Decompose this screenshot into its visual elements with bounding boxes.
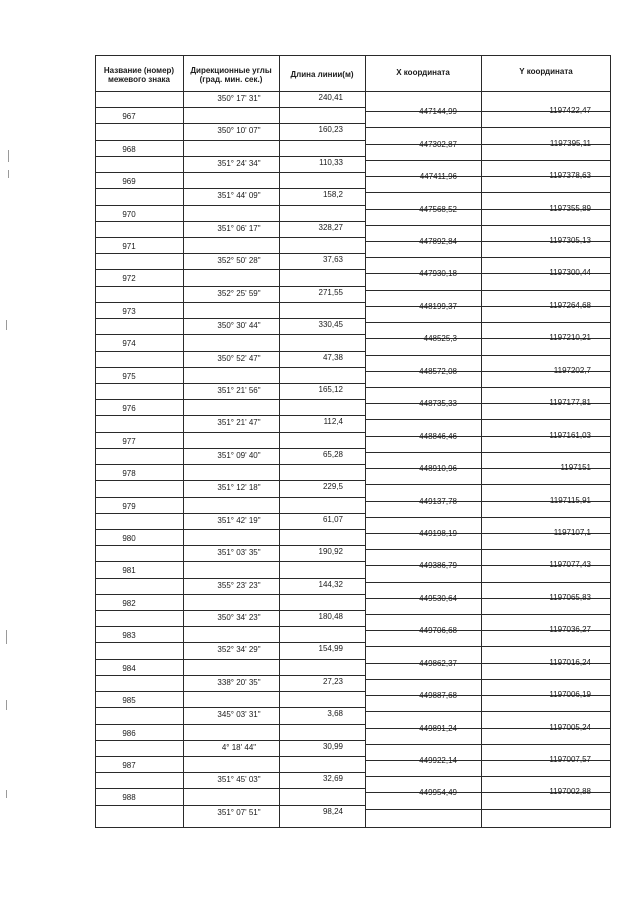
row-divider-left [95,399,365,400]
direction-angle-cell: 338° 20' 35" [217,678,261,687]
table-border-bottom [95,827,611,828]
header-x-coordinate: X координата [396,68,450,77]
y-coordinate-cell: 1197065,83 [549,593,591,602]
row-divider-left [95,286,365,287]
x-coordinate-cell: 449862,37 [419,659,457,668]
row-divider-right [365,679,611,680]
row-divider-left [95,788,365,789]
row-divider-right [365,711,611,712]
line-length-cell: 65,28 [322,450,343,459]
y-coordinate-cell: 1197177,81 [549,398,591,407]
row-divider-right [365,355,611,356]
scan-speck [6,320,7,330]
line-length-cell: 229,5 [322,482,343,491]
direction-angle-cell: 351° 12' 18" [217,483,261,492]
line-length-cell: 144,32 [318,580,343,589]
direction-angle-cell: 351° 09' 40" [217,451,261,460]
row-divider-right [365,744,611,745]
scan-speck [6,630,7,644]
mark-name-cell: 988 [122,793,136,802]
header-direction-angles-line: Дирекционные углы [190,66,272,75]
y-coordinate-cell: 1197036,27 [549,625,591,634]
row-divider-left [95,805,365,806]
mark-name-cell: 979 [122,502,136,511]
mark-name-cell: 986 [122,729,136,738]
row-divider-right [365,419,611,420]
row-divider-right [365,646,611,647]
x-coordinate-cell: 447302,87 [419,140,457,149]
x-coordinate-cell: 449891,24 [419,724,457,733]
direction-angle-cell: 351° 24' 34" [217,159,261,168]
row-divider-right [365,517,611,518]
line-length-cell: 240,41 [318,93,343,102]
header-mark-name [95,66,183,84]
x-coordinate-cell: 447892,84 [419,237,457,246]
y-coordinate-cell: 1197006,19 [549,690,591,699]
x-coordinate-cell: 448572,08 [419,367,457,376]
x-coordinate-cell: 448199,37 [419,302,457,311]
row-divider-right [365,614,611,615]
mark-name-cell: 974 [122,339,136,348]
line-length-cell: 47,38 [322,353,343,362]
header-mark-name-line: межевого знака [107,75,171,84]
row-divider-left [95,497,365,498]
column-divider [183,55,184,828]
row-divider-left [95,253,365,254]
row-divider-right [365,452,611,453]
scan-speck [8,170,9,178]
row-divider-right [365,582,611,583]
direction-angle-cell: 351° 03' 35" [217,548,261,557]
mark-name-cell: 982 [122,599,136,608]
row-divider-right [365,127,611,128]
line-length-cell: 61,07 [322,515,343,524]
row-divider-right [365,776,611,777]
line-length-cell: 158,2 [322,190,343,199]
row-divider-left [95,432,365,433]
mark-name-cell: 973 [122,307,136,316]
header-divider [95,91,611,92]
row-divider-left [95,188,365,189]
row-divider-left [95,561,365,562]
x-coordinate-cell: 448910,96 [419,464,457,473]
direction-angle-cell: 351° 45' 03" [217,775,261,784]
mark-name-cell: 984 [122,664,136,673]
x-coordinate-cell: 449954,49 [419,788,457,797]
mark-name-cell: 977 [122,437,136,446]
direction-angle-cell: 350° 30' 44" [217,321,261,330]
x-coordinate-cell: 449137,78 [419,497,457,506]
row-divider-right [365,549,611,550]
line-length-cell: 328,27 [318,223,343,232]
mark-name-cell: 987 [122,761,136,770]
row-divider-left [95,642,365,643]
mark-name-cell: 969 [122,177,136,186]
row-divider-left [95,772,365,773]
mark-name-cell: 972 [122,274,136,283]
row-divider-left [95,578,365,579]
line-length-cell: 112,4 [323,417,343,426]
line-length-cell: 154,99 [318,644,343,653]
line-length-cell: 27,23 [322,677,343,686]
row-divider-right [365,322,611,323]
x-coordinate-cell: 449198,19 [419,529,457,538]
row-divider-left [95,123,365,124]
line-length-cell: 37,63 [322,255,343,264]
y-coordinate-cell: 1197355,89 [549,204,591,213]
x-coordinate-cell: 449530,64 [419,594,457,603]
mark-name-cell: 967 [122,112,136,121]
direction-angle-cell: 352° 50' 28" [217,256,261,265]
line-length-cell: 110,33 [319,158,343,167]
y-coordinate-cell: 1197077,43 [549,560,591,569]
row-divider-right [365,387,611,388]
direction-angle-cell: 352° 25' 59" [217,289,261,298]
x-coordinate-cell: 449922,14 [419,756,457,765]
y-coordinate-cell: 1197305,13 [549,236,591,245]
direction-angle-cell: 350° 52' 47" [217,354,261,363]
y-coordinate-cell: 1197107,1 [553,528,591,537]
mark-name-cell: 978 [122,469,136,478]
x-coordinate-cell: 447930,18 [419,269,457,278]
x-coordinate-cell: 449887,68 [419,691,457,700]
row-divider-left [95,302,365,303]
row-divider-right [365,160,611,161]
direction-angle-cell: 345° 03' 31" [217,710,261,719]
y-coordinate-cell: 1197115,91 [549,496,591,505]
x-coordinate-cell: 448735,33 [419,399,457,408]
direction-angle-cell: 350° 17' 31" [217,94,261,103]
row-divider-left [95,237,365,238]
boundary-points-table [95,55,611,828]
row-divider-left [95,383,365,384]
row-divider-left [95,724,365,725]
column-divider [365,55,366,828]
y-coordinate-cell: 1197016,24 [549,658,591,667]
mark-name-cell: 970 [122,210,136,219]
header-direction-angles [183,66,279,84]
x-coordinate-cell: 448525,3 [423,334,457,343]
row-divider-right [365,192,611,193]
row-divider-left [95,464,365,465]
mark-name-cell: 976 [122,404,136,413]
direction-angle-cell: 4° 18' 44" [221,743,257,752]
row-divider-left [95,610,365,611]
row-divider-left [95,480,365,481]
y-coordinate-cell: 1197210,21 [549,333,591,342]
row-divider-left [95,707,365,708]
row-divider-right [365,484,611,485]
x-coordinate-cell: 448846,46 [419,432,457,441]
x-coordinate-cell: 449386,79 [419,561,457,570]
row-divider-left [95,691,365,692]
direction-angle-cell: 351° 07' 51" [217,808,261,817]
row-divider-left [95,529,365,530]
y-coordinate-cell: 1197264,68 [549,301,591,310]
row-divider-left [95,205,365,206]
row-divider-left [95,740,365,741]
header-mark-name-line: Название (номер) [103,66,175,75]
row-divider-left [95,415,365,416]
y-coordinate-cell: 1197422,47 [549,106,591,115]
x-coordinate-cell: 447144,99 [419,107,457,116]
row-divider-left [95,675,365,676]
direction-angle-cell: 350° 10' 07" [217,126,261,135]
header-line-length: Длина линии(м) [290,70,354,79]
line-length-cell: 32,69 [322,774,343,783]
row-divider-left [95,594,365,595]
scan-speck [6,790,7,798]
y-coordinate-cell: 1197151 [560,463,591,472]
scan-speck [6,700,7,710]
y-coordinate-cell: 1197378,63 [549,171,591,180]
y-coordinate-cell: 1197161,03 [549,431,591,440]
row-divider-left [95,318,365,319]
header-y-coordinate: Y координата [519,67,573,76]
row-divider-left [95,659,365,660]
row-divider-left [95,269,365,270]
x-coordinate-cell: 447568,52 [419,205,457,214]
direction-angle-cell: 351° 42' 19" [217,516,261,525]
mark-name-cell: 980 [122,534,136,543]
line-length-cell: 330,45 [318,320,343,329]
y-coordinate-cell: 1197005,24 [549,723,591,732]
row-divider-left [95,513,365,514]
line-length-cell: 160,23 [318,125,343,134]
table-border-top [95,55,611,56]
scan-speck [8,150,9,162]
direction-angle-cell: 352° 34' 29" [217,645,261,654]
row-divider-left [95,156,365,157]
direction-angle-cell: 351° 06' 17" [217,224,261,233]
mark-name-cell: 971 [122,242,136,251]
row-divider-left [95,545,365,546]
row-divider-left [95,334,365,335]
row-divider-right [365,809,611,810]
mark-name-cell: 985 [122,696,136,705]
line-length-cell: 271,55 [318,288,343,297]
direction-angle-cell: 351° 21' 56" [217,386,261,395]
mark-name-cell: 975 [122,372,136,381]
row-divider-left [95,172,365,173]
line-length-cell: 180,48 [318,612,343,621]
mark-name-cell: 981 [122,566,136,575]
y-coordinate-cell: 1197300,44 [549,268,591,277]
line-length-cell: 3,68 [327,709,343,718]
mark-name-cell: 983 [122,631,136,640]
header-direction-angles-line: (град. мин. сек.) [199,75,263,84]
direction-angle-cell: 350° 34' 23" [217,613,261,622]
x-coordinate-cell: 449706,68 [419,626,457,635]
row-divider-right [365,225,611,226]
y-coordinate-cell: 1197007,57 [549,755,591,764]
row-divider-left [95,107,365,108]
direction-angle-cell: 355° 23' 23" [217,581,261,590]
direction-angle-cell: 351° 21' 47" [217,418,261,427]
row-divider-right [365,290,611,291]
y-coordinate-cell: 1197395,11 [549,139,591,148]
row-divider-left [95,626,365,627]
mark-name-cell: 968 [122,145,136,154]
y-coordinate-cell: 1197202,7 [553,366,591,375]
row-divider-left [95,351,365,352]
y-coordinate-cell: 1197002,88 [549,787,591,796]
line-length-cell: 165,12 [318,385,343,394]
row-divider-left [95,221,365,222]
row-divider-left [95,140,365,141]
row-divider-right [365,257,611,258]
line-length-cell: 190,92 [318,547,343,556]
line-length-cell: 98,24 [322,807,343,816]
table-border-right [610,55,611,828]
row-divider-left [95,367,365,368]
x-coordinate-cell: 447411,96 [419,172,457,181]
row-divider-left [95,448,365,449]
column-divider [481,55,482,828]
row-divider-left [95,756,365,757]
line-length-cell: 30,99 [322,742,343,751]
direction-angle-cell: 351° 44' 09" [217,191,261,200]
